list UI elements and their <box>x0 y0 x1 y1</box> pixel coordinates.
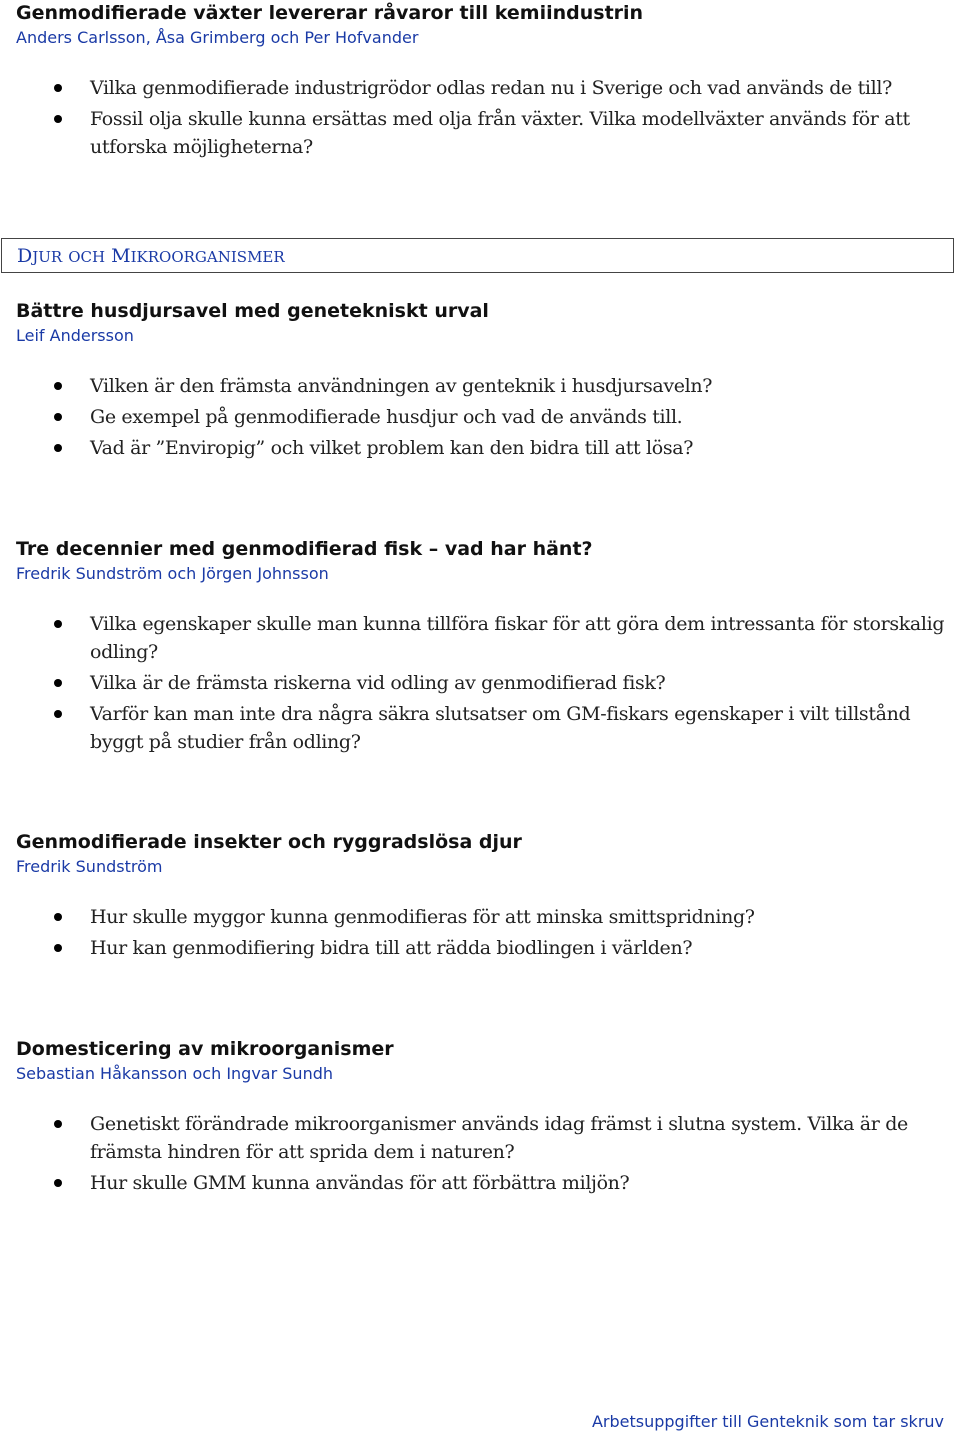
bullet-icon <box>54 710 62 718</box>
bullet-icon <box>54 620 62 628</box>
heading-word-rest: IKROORGANISMER <box>130 248 285 266</box>
question-text: Vilka genmodifierade industrigrödor odlas redan nu i Sverige och vad används de till? <box>90 77 892 99</box>
heading-connector: OCH <box>68 248 106 266</box>
question-item <box>16 610 946 666</box>
article-section <box>16 536 946 759</box>
article-authors: Sebastian Håkansson och Ingvar Sundh <box>16 1064 333 1083</box>
question-text: Hur kan genmodifiering bidra till att rädda biodlingen i världen? <box>90 937 693 959</box>
article-authors: Fredrik Sundström <box>16 857 163 876</box>
bullet-icon <box>54 382 62 390</box>
bullet-icon <box>54 84 62 92</box>
question-item <box>16 1169 946 1197</box>
question-text: Varför kan man inte dra några säkra slutsatser om GM-fiskars egenskaper i vilt tillstånd byggt på studier från odling? <box>90 703 911 753</box>
bullet-icon <box>54 413 62 421</box>
bullet-icon <box>54 944 62 952</box>
bullet-icon <box>54 913 62 921</box>
category-heading-box <box>1 238 954 273</box>
bullet-icon <box>54 444 62 452</box>
bullet-icon <box>54 1179 62 1187</box>
question-list <box>16 903 946 962</box>
question-list <box>16 74 946 161</box>
question-text: Genetiskt förändrade mikroorganismer används idag främst i slutna system. Vilka är de främsta hindren för att sprida dem i naturen? <box>90 1113 908 1163</box>
bullet-icon <box>54 1120 62 1128</box>
question-item <box>16 903 946 931</box>
page-footer: Arbetsuppgifter till Genteknik som tar skruv <box>591 1412 944 1431</box>
article-title: Genmodifierade växter levererar råvaror till kemiindustrin <box>16 2 644 24</box>
question-item <box>16 434 946 462</box>
question-item <box>16 669 946 697</box>
bullet-icon <box>54 679 62 687</box>
question-item <box>16 700 946 756</box>
bullet-icon <box>54 115 62 123</box>
question-item <box>16 74 946 102</box>
article-title: Domesticering av mikroorganismer <box>16 1038 394 1060</box>
heading-initial: D <box>17 245 33 267</box>
question-text: Hur skulle GMM kunna användas för att förbättra miljön? <box>90 1172 630 1194</box>
question-item <box>16 403 946 431</box>
question-list <box>16 372 946 462</box>
question-item <box>16 372 946 400</box>
article-section <box>16 0 946 164</box>
article-section <box>16 1036 946 1200</box>
question-text: Ge exempel på genmodifierade husdjur och vad de används till. <box>90 406 683 428</box>
question-text: Fossil olja skulle kunna ersättas med olja från växter. Vilka modellväxter används för att utforska möjligheterna? <box>90 108 910 158</box>
question-item <box>16 1110 946 1166</box>
article-authors: Leif Andersson <box>16 326 134 345</box>
category-heading <box>17 243 285 270</box>
question-item <box>16 934 946 962</box>
question-text: Vad är ”Enviropig” och vilket problem kan den bidra till att lösa? <box>90 437 694 459</box>
article-title: Bättre husdjursavel med genetekniskt urval <box>16 300 489 322</box>
question-list <box>16 610 946 756</box>
heading-word-rest: JUR <box>32 248 63 266</box>
question-item <box>16 105 946 161</box>
question-text: Vilka egenskaper skulle man kunna tillföra fiskar för att göra dem intressanta för storskalig odling? <box>90 613 945 663</box>
article-section <box>16 298 946 465</box>
article-title: Genmodifierade insekter och ryggradslösa djur <box>16 831 522 853</box>
question-text: Hur skulle myggor kunna genmodifieras för att minska smittspridning? <box>90 906 755 928</box>
heading-initial: M <box>111 245 131 267</box>
article-authors: Fredrik Sundström och Jörgen Johnsson <box>16 564 329 583</box>
article-authors: Anders Carlsson, Åsa Grimberg och Per Hofvander <box>16 28 419 47</box>
question-text: Vilka är de främsta riskerna vid odling av genmodifierad fisk? <box>90 672 666 694</box>
article-section <box>16 829 946 965</box>
question-text: Vilken är den främsta användningen av genteknik i husdjursaveln? <box>90 375 713 397</box>
article-title: Tre decennier med genmodifierad fisk – vad har hänt? <box>16 538 593 560</box>
question-list <box>16 1110 946 1197</box>
